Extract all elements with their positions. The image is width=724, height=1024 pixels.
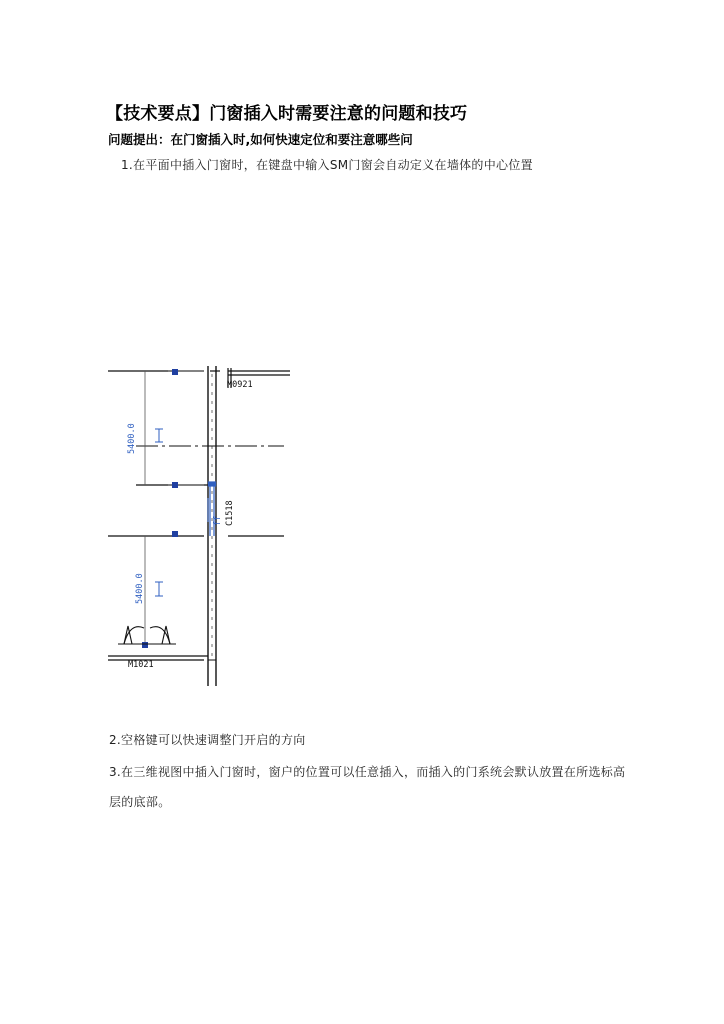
- plan-lines: [108, 371, 290, 660]
- question-heading: 问题提出：在门窗插入时,如何快速定位和要注意哪些问: [108, 132, 413, 147]
- label-dimension-upper: 5400.0: [127, 423, 137, 454]
- floor-plan-drawing: [104, 356, 300, 690]
- grip-markers: [142, 369, 178, 648]
- label-window-top: M0921: [227, 380, 253, 390]
- label-window-mid: C1518: [225, 500, 235, 526]
- paragraph-1: 1.在平面中插入门窗时，在键盘中输入SM门窗会自动定义在墙体的中心位置: [121, 158, 533, 172]
- page-title: 【技术要点】门窗插入时需要注意的问题和技巧: [106, 104, 468, 124]
- label-sub-mark: ff: [213, 515, 223, 526]
- door-swing: [118, 626, 176, 644]
- paragraph-3: 3.在三维视图中插入门窗时，窗户的位置可以任意插入，而插入的门系统会默认放置在所选标高: [109, 765, 626, 779]
- paragraph-2: 2.空格键可以快速调整门开启的方向: [109, 733, 306, 747]
- label-door-bottom: M1021: [128, 660, 154, 670]
- label-dimension-lower: 5400.0: [135, 573, 145, 604]
- paragraph-3-continued: 层的底部。: [109, 795, 171, 809]
